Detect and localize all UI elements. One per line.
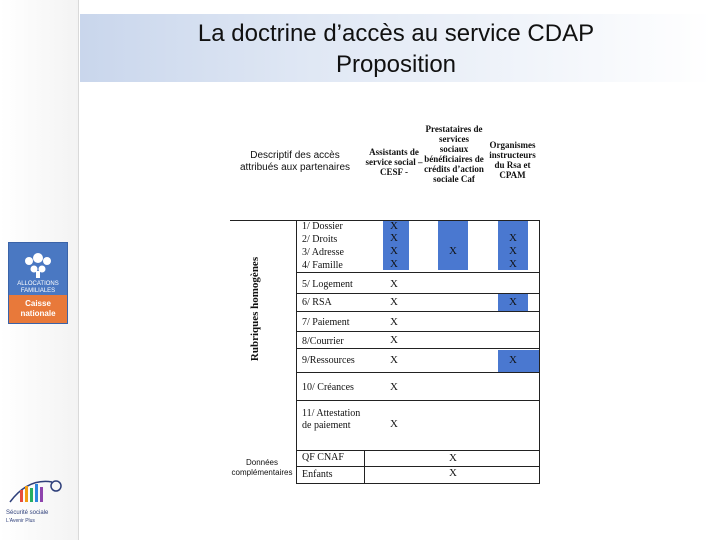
row-label: 11/ Attestation de paiement <box>302 408 361 431</box>
access-mark: X <box>449 452 457 464</box>
access-mark: X <box>390 316 398 328</box>
access-mark: X <box>449 467 457 479</box>
row-label: 3/ Adresse <box>302 247 344 258</box>
access-mark: X <box>390 258 398 270</box>
column-header-organismes: Organismes instructeurs du Rsa et CPAM <box>489 140 536 180</box>
caf-logo-band <box>9 295 67 323</box>
access-mark: X <box>390 418 398 430</box>
row-label: 1/ Dossier <box>302 221 343 232</box>
access-mark: X <box>390 220 398 232</box>
access-mark: X <box>509 354 517 366</box>
securite-sociale-logo <box>6 472 70 530</box>
title-line-1: La doctrine d’accès au service CDAP <box>197 20 595 47</box>
column-header-prestataires: Prestataires de services sociaux bénéficiaires de crédits d’action sociale Caf <box>424 124 484 184</box>
access-mark: X <box>509 245 517 257</box>
row-label: 6/ RSA <box>302 297 332 308</box>
row-label: 4/ Famille <box>302 260 343 271</box>
row-label: 2/ Droits <box>302 234 338 245</box>
row-label: 9/Ressources <box>302 355 355 366</box>
complementary-row-label: QF CNAF <box>302 452 344 463</box>
access-mark: X <box>390 232 398 244</box>
complementary-label: Données complémentaires <box>231 458 293 477</box>
access-mark: X <box>390 296 398 308</box>
row-label: 10/ Créances <box>302 382 354 393</box>
page-title <box>80 18 712 80</box>
caf-logo-text-a: ALLOCATIONS <box>17 281 59 287</box>
access-mark: X <box>449 245 457 257</box>
complementary-row-label: Enfants <box>302 469 333 480</box>
title-line-2: Proposition <box>335 51 457 78</box>
group-label: Rubriques homogènes <box>249 256 261 362</box>
caf-logo-text-c: Caisse <box>25 299 51 308</box>
row-label: 7/ Paiement <box>302 317 350 328</box>
access-mark: X <box>390 334 398 346</box>
access-mark: X <box>509 232 517 244</box>
caf-logo <box>8 242 68 324</box>
access-mark: X <box>509 258 517 270</box>
column-header-assistants: Assistants de service social – CESF - <box>365 147 423 177</box>
caf-logo-text-b: FAMILIALES <box>20 288 56 294</box>
family-emblem-icon <box>19 249 57 279</box>
securite-sociale-emblem-icon <box>6 472 70 508</box>
access-mark: X <box>390 354 398 366</box>
securite-sociale-text-a: Sécurité sociale <box>6 510 49 516</box>
securite-sociale-text-b: L'Avenir Plus <box>6 518 35 524</box>
row-label: 8/Courrier <box>302 336 344 347</box>
caf-logo-text-d: nationale <box>20 309 56 318</box>
access-mark: X <box>509 296 517 308</box>
access-mark: X <box>390 381 398 393</box>
access-mark: X <box>390 245 398 257</box>
row-label: 5/ Logement <box>302 279 353 290</box>
access-mark: X <box>390 278 398 290</box>
description-header: Descriptif des accès attribués aux partenaires <box>239 150 351 173</box>
